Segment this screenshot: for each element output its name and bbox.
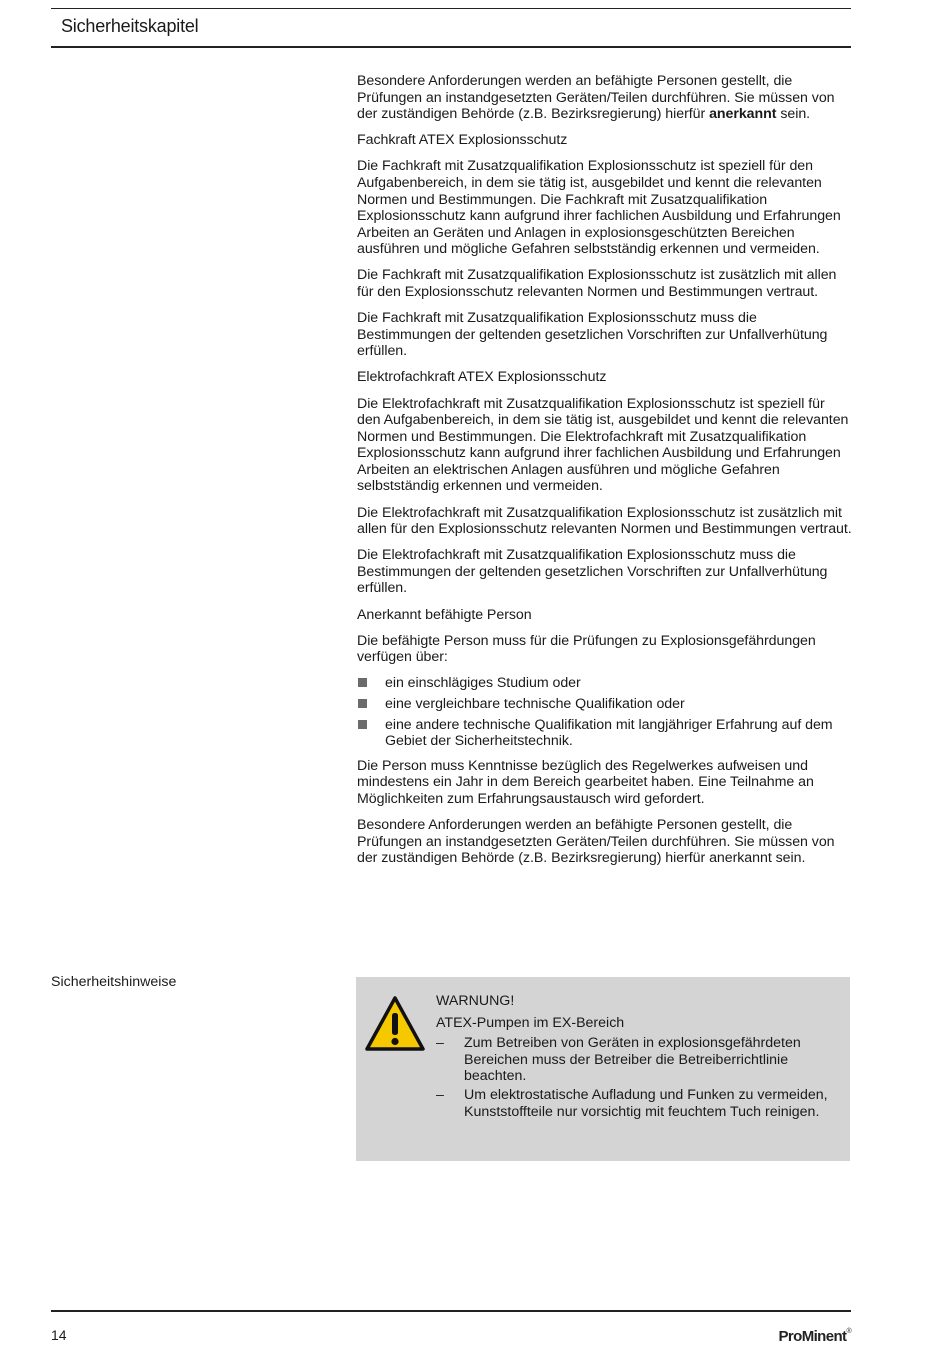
page-number: 14 [51, 1327, 67, 1343]
square-bullet-icon [358, 699, 367, 708]
intro-text: Besondere Anforderungen werden an befähigte Personen gestellt, die Prüfungen an instandgesetzten Geräten/Teilen durchführen. Sie müssen von der zuständigen Behörde (z.B. Bezirksregierung) hierfür [357, 73, 835, 123]
paragraph: Die Elektrofachkraft mit Zusatzqualifikation Explosionsschutz ist speziell für den Aufgabenbereich, in dem sie tätig ist, ausgebildet und kennt die relevanten Normen und Bestimmungen. Die Elektrofachkraft mit Zusatzqualifikation Explosionsschutz kann aufgrund ihrer fachlichen Ausbildung und Erfahrungen Arbeiten an elektrischen Anlagen ausführen und mögliche Gefahren selbstständig erkennen und vermeiden. [357, 395, 849, 495]
warning-title: ATEX-Pumpen im EX-Bereich [436, 1014, 625, 1031]
intro-text-end: sein. [776, 106, 811, 123]
warning-item-text: Zum Betreiben von Geräten in explosionsgefährdeten Bereichen muss der Betreiber die Betreiberrichtlinie beachten. [464, 1035, 801, 1085]
signal-word: WARNUNG! [436, 993, 515, 1009]
page-header-title: Sicherheitskapitel [61, 16, 199, 36]
paragraph: Die Fachkraft mit Zusatzqualifikation Explosionsschutz ist speziell für den Aufgabenbereich, in dem sie tätig ist, ausgebildet und kennt die relevanten Normen und Bestimmungen. Die Fachkraft mit Zusatzqualifikation Explosionsschutz kann aufgrund ihrer fachlichen Ausbildung und Erfahrungen Arbeiten an Geräten und Anlagen in explosionsgeschützten Bereichen ausführen und mögliche Gefahren selbstständig erkennen und vermeiden. [357, 158, 841, 258]
footer-rule [51, 1310, 851, 1312]
list-item [357, 717, 852, 750]
warning-item [436, 1035, 836, 1085]
warning-item-text: Um elektrostatische Aufladung und Funken zu vermeiden, Kunststoffteile nur vorsichtig mit feuchtem Tuch reinigen. [464, 1086, 828, 1120]
side-heading-sicherheitshinweise: Sicherheitshinweise [51, 974, 177, 990]
paragraph: Die Person muss Kenntnisse bezüglich des Regelwerkes aufweisen und mindestens ein Jahr in dem Bereich gearbeitet haben. Eine Teilnahme an Möglichkeiten zum Erfahrungsaustausch wird gefordert. [357, 757, 814, 807]
dash-marker: – [436, 1086, 444, 1103]
paragraph: Die Elektrofachkraft mit Zusatzqualifikation Explosionsschutz ist zusätzlich mit allen für den Explosionsschutz relevanten Normen und Bestimmungen vertraut. [357, 504, 852, 538]
warning-box [356, 977, 850, 1161]
square-bullet-icon [358, 678, 367, 687]
list-item-text: eine andere technische Qualifikation mit langjähriger Erfahrung auf dem Gebiet der Sicherheitstechnik. [385, 716, 833, 750]
list-item [357, 696, 852, 713]
main-content [357, 73, 852, 876]
brand-logo-minent: Minent [801, 1328, 847, 1345]
registered-mark: ® [846, 1328, 851, 1335]
warning-list [436, 1035, 836, 1120]
paragraph: Besondere Anforderungen werden an befähigte Personen gestellt, die Prüfungen an instandgesetzten Geräten/Teilen durchführen. Sie müssen von der zuständigen Behörde (z.B. Bezirksregierung) hierfür anerkannt sein. [357, 816, 835, 867]
list-item-text: ein einschlägiges Studium oder [385, 675, 581, 692]
intro-emphasis: anerkannt [709, 106, 777, 123]
qualification-list [357, 675, 852, 749]
brand-logo [778, 1328, 851, 1345]
warning-triangle-icon [364, 995, 426, 1053]
list-item-text: eine vergleichbare technische Qualifikation oder [385, 695, 685, 712]
brand-logo-pro: Pro [778, 1328, 802, 1345]
list-item [357, 675, 852, 692]
header-rule-bottom [51, 46, 851, 48]
square-bullet-icon [358, 720, 367, 729]
warning-text [436, 993, 836, 1122]
section-heading-befaehigte-person: Anerkannt befähigte Person [357, 606, 532, 623]
warning-item [436, 1087, 836, 1120]
section-heading-elektrofachkraft: Elektrofachkraft ATEX Explosionsschutz [357, 369, 607, 386]
intro-paragraph [357, 73, 852, 123]
paragraph: Die Fachkraft mit Zusatzqualifikation Explosionsschutz ist zusätzlich mit allen für den Explosionsschutz relevanten Normen und Bestimmungen vertraut. [357, 267, 837, 301]
section-heading-fachkraft: Fachkraft ATEX Explosionsschutz [357, 132, 568, 149]
paragraph: Die Elektrofachkraft mit Zusatzqualifikation Explosionsschutz muss die Bestimmungen der geltenden gesetzlichen Vorschriften zur Unfallverhütung erfüllen. [357, 547, 828, 597]
paragraph: Die befähigte Person muss für die Prüfungen zu Explosionsgefährdungen verfügen über: [357, 632, 816, 666]
header-rule-top [51, 8, 851, 9]
dash-marker: – [436, 1035, 444, 1052]
paragraph: Die Fachkraft mit Zusatzqualifikation Explosionsschutz muss die Bestimmungen der geltenden gesetzlichen Vorschriften zur Unfallverhütung erfüllen. [357, 310, 828, 360]
